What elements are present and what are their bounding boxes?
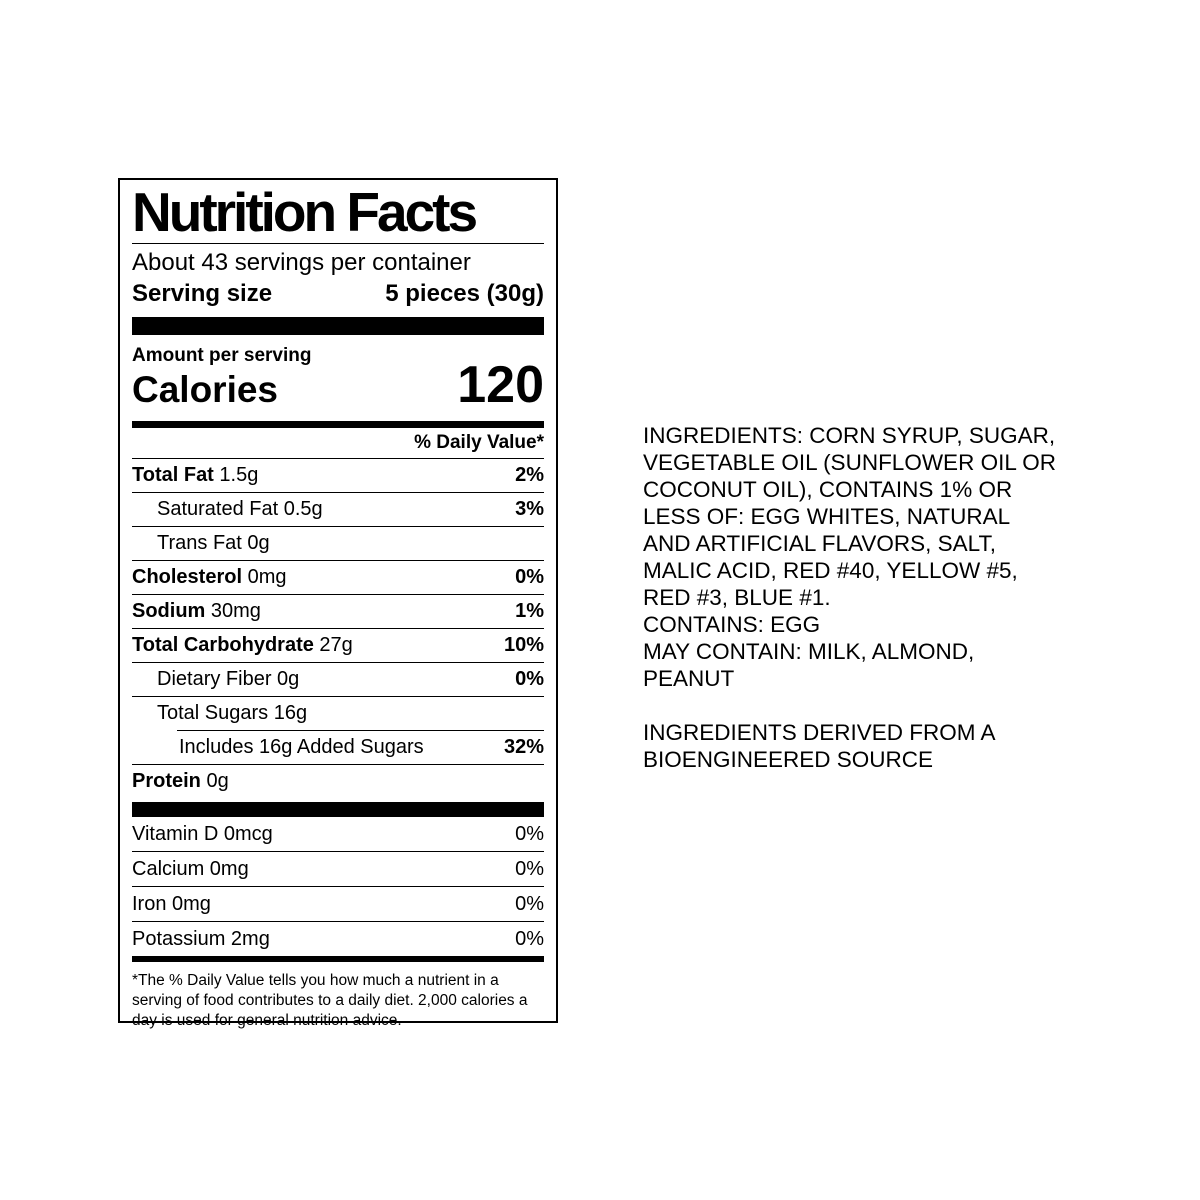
nutrient-row <box>132 493 544 526</box>
bioengineered-statement <box>643 719 1123 773</box>
serving-size-row <box>132 278 544 309</box>
nutrient-name: Sodium 30mg <box>132 600 261 622</box>
nutrient-row <box>132 731 544 764</box>
vitamin-row <box>132 852 544 886</box>
servings-per-container: About 43 servings per container <box>132 249 471 276</box>
ingredients-line: BIOENGINEERED SOURCE <box>643 747 934 772</box>
nutrient-daily-value: 10% <box>503 634 544 656</box>
nutrient-name: Saturated Fat 0.5g <box>157 498 323 520</box>
nutrition-facts-label <box>118 178 558 1029</box>
calories-value: 120 <box>457 356 544 414</box>
nutrient-daily-value: 3% <box>515 498 544 520</box>
ingredients-line: PEANUT <box>643 666 735 691</box>
ingredients-line: INGREDIENTS: CORN SYRUP, SUGAR, <box>643 423 1056 448</box>
footnote-divider <box>132 956 544 962</box>
calories-label: Calories <box>132 369 279 410</box>
nutrient-daily-value: 32% <box>503 736 544 758</box>
nutrient-row <box>132 663 544 696</box>
serving-size-value: 5 pieces (30g) <box>385 280 544 307</box>
nutrient-daily-value: 0% <box>515 822 544 845</box>
ingredients-line: VEGETABLE OIL (SUNFLOWER OIL OR <box>643 450 1056 475</box>
thick-divider-protein <box>132 802 544 817</box>
nutrient-name: Total Carbohydrate 27g <box>132 634 353 656</box>
nutrient-daily-value: 0% <box>515 668 544 690</box>
thick-divider-top <box>132 317 544 335</box>
ingredients-line: CONTAINS: EGG <box>643 612 821 637</box>
calories-row <box>132 356 544 414</box>
nutrient-row <box>132 629 544 662</box>
nutrient-name: Iron 0mg <box>132 892 211 915</box>
nutrient-row <box>132 527 544 560</box>
nutrient-name: Total Sugars 16g <box>157 702 308 724</box>
vitamin-row <box>132 922 544 956</box>
ingredients-line: AND ARTIFICIAL FLAVORS, SALT, <box>643 531 997 556</box>
nutrient-name: Cholesterol 0mg <box>132 566 287 588</box>
footnote: *The % Daily Value tells you how much a nutrient in a serving of food contributes to a daily diet. 2,000 calories a day is used for general nutrition advice. <box>132 972 528 1029</box>
vitamin-row <box>132 817 544 851</box>
amount-per-serving-label: Amount per serving <box>132 345 312 366</box>
nutrient-daily-value: 0% <box>515 857 544 880</box>
ingredients-panel <box>643 422 1123 773</box>
nutrient-daily-value: 2% <box>515 464 544 486</box>
ingredients-line: MAY CONTAIN: MILK, ALMOND, <box>643 639 975 664</box>
nutrient-daily-value: 0% <box>515 892 544 915</box>
nutrient-daily-value: 1% <box>515 600 544 622</box>
nutrient-rows <box>132 459 544 798</box>
ingredients-line: INGREDIENTS DERIVED FROM A <box>643 720 996 745</box>
nutrient-name: Protein 0g <box>132 770 229 792</box>
calories-divider <box>132 421 544 428</box>
nutrient-name: Potassium 2mg <box>132 927 270 950</box>
nutrient-row <box>132 561 544 594</box>
vitamin-rows <box>132 817 544 956</box>
ingredients-line: COCONUT OIL), CONTAINS 1% OR <box>643 477 1013 502</box>
label-title: Nutrition Facts <box>132 181 476 243</box>
nutrient-name: Dietary Fiber 0g <box>157 668 300 690</box>
title-rule <box>132 243 544 244</box>
nutrient-row <box>132 459 544 492</box>
ingredients-line: LESS OF: EGG WHITES, NATURAL <box>643 504 1011 529</box>
nutrient-name: Includes 16g Added Sugars <box>179 736 424 758</box>
nutrient-name: Total Fat 1.5g <box>132 464 259 486</box>
nutrient-name: Vitamin D 0mcg <box>132 822 273 845</box>
ingredients-line: MALIC ACID, RED #40, YELLOW #5, <box>643 558 1018 583</box>
serving-size-label: Serving size <box>132 280 273 307</box>
daily-value-header: % Daily Value* <box>132 428 544 459</box>
nutrient-daily-value: 0% <box>515 566 544 588</box>
nutrient-row <box>132 765 544 798</box>
ingredients-statement <box>643 422 1123 692</box>
nutrient-name: Calcium 0mg <box>132 857 249 880</box>
nutrient-row <box>132 697 544 730</box>
ingredients-line: RED #3, BLUE #1. <box>643 585 831 610</box>
nutrient-daily-value: 0% <box>515 927 544 950</box>
vitamin-row <box>132 887 544 921</box>
nutrient-row <box>132 595 544 628</box>
nutrient-name: Trans Fat 0g <box>157 532 270 554</box>
